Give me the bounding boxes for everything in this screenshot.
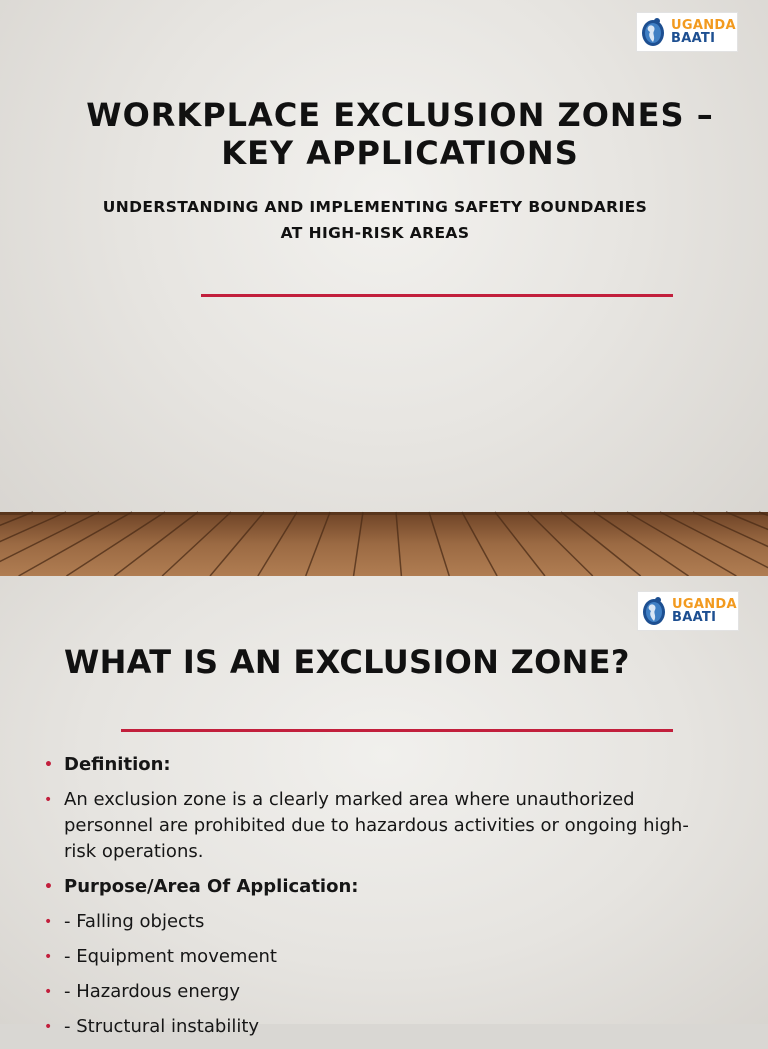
bullet-item: [44, 909, 704, 935]
bullet-marker: •: [44, 984, 53, 1000]
bullet-marker: •: [44, 792, 53, 808]
subtitle-line-2: AT HIGH-RISK AREAS: [280, 224, 470, 242]
company-logo: [636, 12, 738, 52]
bullet-marker: •: [44, 949, 53, 965]
logo-line-2: BAATI: [671, 31, 716, 46]
logo-line-1: UGANDA: [672, 597, 737, 612]
slide-definition: [0, 576, 768, 1037]
bullet-text: Definition:: [64, 754, 171, 775]
bullet-text: - Equipment movement: [64, 946, 277, 967]
logo-text: [671, 19, 736, 45]
company-logo: [637, 591, 739, 631]
bullet-text: An exclusion zone is a clearly marked area where unauthorized personnel are prohibited due to hazardous activities or ongoing high-risk operations.: [64, 789, 689, 862]
bullet-item: [44, 752, 704, 778]
accent-divider: [201, 294, 673, 297]
slide-title-heading: [40, 96, 760, 172]
title-line-2: KEY APPLICATIONS: [221, 134, 579, 172]
logo-line-2: BAATI: [672, 610, 717, 625]
bullet-item: [44, 979, 704, 1005]
globe-icon: [641, 594, 669, 628]
slide-subtitle: [60, 194, 690, 246]
logo-text: [672, 598, 737, 624]
bullet-marker: •: [44, 879, 53, 895]
subtitle-line-1: UNDERSTANDING AND IMPLEMENTING SAFETY BOUNDARIES: [102, 198, 648, 216]
accent-divider: [121, 729, 673, 732]
slide-heading: WHAT IS AN EXCLUSION ZONE?: [64, 643, 630, 681]
bullet-marker: •: [44, 1019, 53, 1035]
globe-icon: [640, 15, 668, 49]
bullet-item: [44, 787, 704, 865]
bullet-marker: •: [44, 757, 53, 773]
bullet-item: [44, 874, 704, 900]
bullet-item: [44, 944, 704, 970]
logo-line-1: UGANDA: [671, 18, 736, 33]
bullet-list: [44, 752, 704, 1049]
title-line-1: WORKPLACE EXCLUSION ZONES –: [86, 96, 714, 134]
bullet-text: - Structural instability: [64, 1016, 260, 1037]
bullet-text: - Falling objects: [64, 911, 205, 932]
wood-floor: [0, 512, 768, 576]
bullet-marker: •: [44, 914, 53, 930]
bullet-text: Purpose/Area Of Application:: [64, 876, 359, 897]
bullet-text: - Hazardous energy: [64, 981, 241, 1002]
bullet-item: [44, 1014, 704, 1040]
